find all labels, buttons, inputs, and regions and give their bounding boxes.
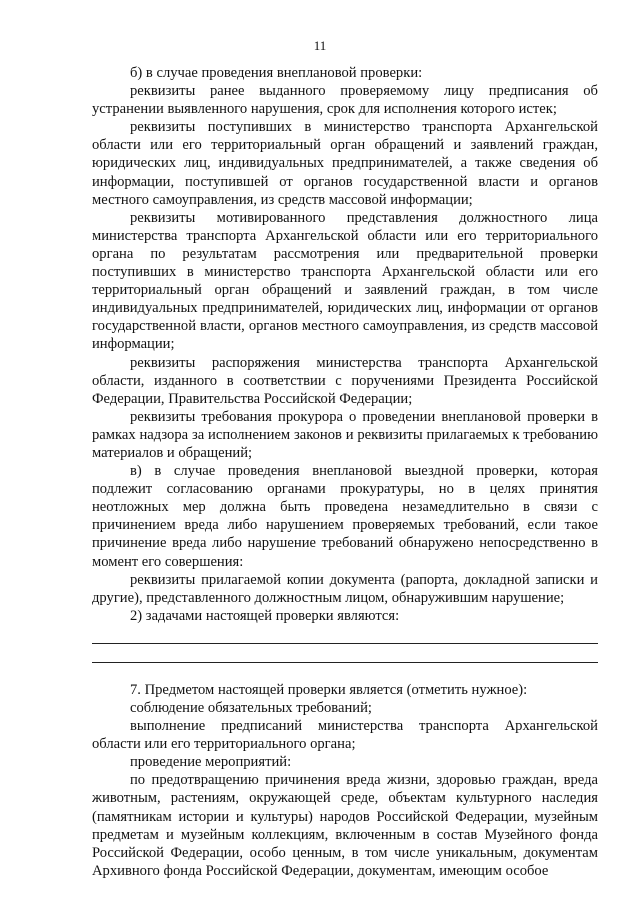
spacer xyxy=(92,663,598,681)
paragraph: выполнение предписаний министерства транспорта Архангельской области или его территориального органа; xyxy=(92,718,598,753)
paragraph: реквизиты распоряжения министерства транспорта Архангельской области, изданного в соответствии с поручениями Президента Российской Федерации, Правительства Российской Федерации; xyxy=(92,354,598,407)
paragraph: б) в случае проведения внеплановой проверки: xyxy=(130,65,423,81)
paragraph: соблюдение обязательных требований; xyxy=(130,700,372,716)
paragraph: 2) задачами настоящей проверки являются: xyxy=(130,607,400,624)
paragraph: реквизиты требования прокурора о проведении внеплановой проверки в рамках надзора за исполнением законов и реквизиты прилагаемых к требованию материалов и обращений; xyxy=(92,408,598,461)
paragraph: реквизиты прилагаемой копии документа (рапорта, докладной записки и другие), представленного должностным лицом, обнаружившим нарушение; xyxy=(92,571,598,606)
paragraph: проведение мероприятий: xyxy=(130,754,292,771)
paragraph: реквизиты поступивших в министерство транспорта Архангельской области или его территориальный орган обращений и заявлений граждан, юридических лиц, индивидуальных предпринимателей, а также сведения об информации, поступившей от органов государственной власти и органов местного самоуправления, из средств массовой информации; xyxy=(92,119,598,208)
fill-in-line xyxy=(92,625,598,644)
paragraph: в) в случае проведения внеплановой выездной проверки, которая подлежит согласованию органами прокуратуры, но в целях принятия неотложных мер должна быть проведена незамедлительно в связи с причинением вреда либо нарушением проверяемых требований, если такое причинение вреда либо нарушение требований обнаружено непосредственно в момент его совершения: xyxy=(92,463,598,570)
paragraph: реквизиты мотивированного представления должностного лица министерства транспорта Архангельской области или его территориального органа по результатам рассмотрения или предварительной проверки поступивших в министерство транспорта Архангельской области или его территориальный орган обращений и заявлений граждан, в том числе индивидуальных предпринимателей, юридических лиц, информации от органов государственной власти, органов местного самоуправления, из средств массовой информации; xyxy=(92,209,598,353)
paragraph: 7. Предметом настоящей проверки является (отметить нужное): xyxy=(130,681,528,698)
page-number: 11 xyxy=(313,38,327,53)
document-body xyxy=(92,64,598,880)
fill-in-line xyxy=(92,644,598,663)
paragraph: реквизиты ранее выданного проверяемому лицу предписания об устранении выявленного нарушения, срок для исполнения которого истек; xyxy=(92,83,598,118)
paragraph: по предотвращению причинения вреда жизни, здоровью граждан, вреда животным, растениям, окружающей среде, объектам культурного наследия (памятникам истории и культуры) народов Российской Федерации, музейным предметам и музейным коллекциям, включенным в состав Музейного фонда Российской Федерации, особо ценным, в том числе уникальным, документам Архивного фонда Российской Федерации, документам, имеющим особое xyxy=(92,772,598,879)
